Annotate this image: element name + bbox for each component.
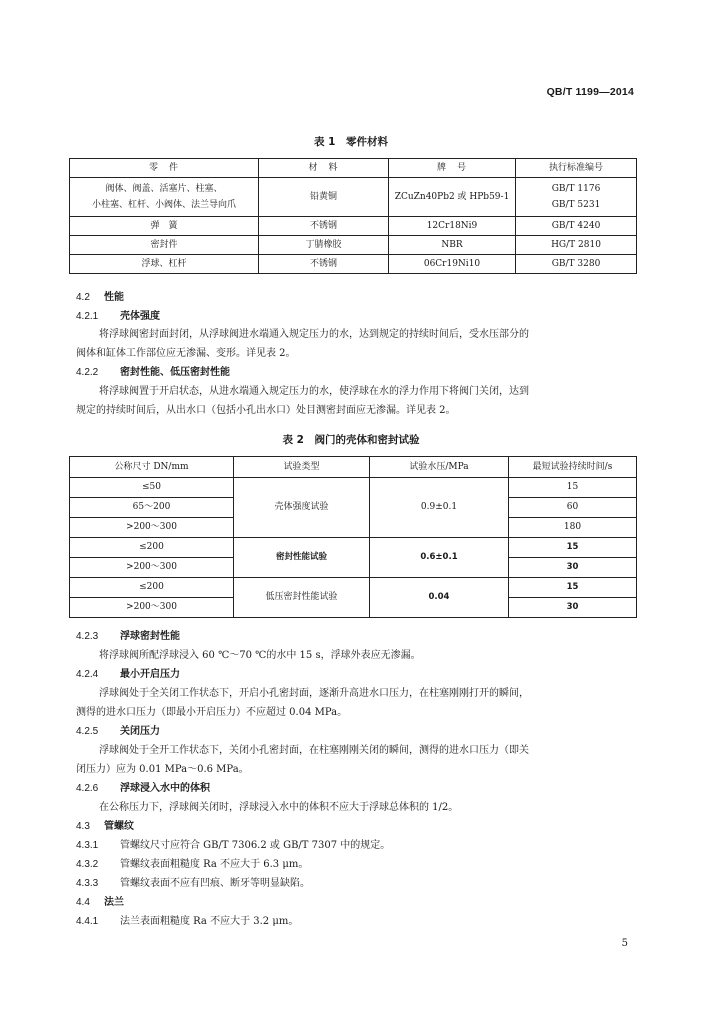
table2-cell-duration: 15 bbox=[509, 538, 637, 558]
table2-cell-duration: 30 bbox=[509, 598, 637, 618]
table2-header-duration: 最短试验持续时间/s bbox=[509, 457, 637, 478]
table-row bbox=[70, 236, 637, 255]
table1-cell-grade: 12Cr18Ni9 bbox=[389, 217, 516, 236]
table2-header-dn: 公称尺寸 DN/mm bbox=[70, 457, 234, 478]
section-4-2-6-heading bbox=[76, 783, 210, 795]
table2-cell-duration: 30 bbox=[509, 558, 637, 578]
section-title: 性能 bbox=[104, 292, 124, 303]
table2-cell-dn: ≤200 bbox=[70, 578, 234, 598]
section-4-3-1-item bbox=[76, 840, 390, 852]
section-4-2-1-heading bbox=[76, 311, 160, 323]
section-4-2-5-heading bbox=[76, 726, 160, 738]
section-number: 4.3.3 bbox=[76, 878, 99, 889]
section-4-3-2-item bbox=[76, 859, 308, 871]
table2-title: 表 2 阀门的壳体和密封试验 bbox=[282, 434, 420, 446]
table1-cell-part-line1: 阀体、阀盖、活塞片、柱塞、 bbox=[105, 183, 223, 194]
section-number: 4.3 bbox=[76, 821, 90, 832]
paragraph-line: 测得的进水口压力（即最小开启压力）不应超过 0.04 MPa。 bbox=[76, 707, 348, 718]
section-4-2-3-heading bbox=[76, 631, 180, 643]
table2-cell-duration: 60 bbox=[509, 498, 637, 518]
section-text: 管螺纹表面粗糙度 Ra 不应大于 6.3 μm。 bbox=[120, 859, 309, 870]
section-4-2-heading bbox=[76, 292, 124, 304]
table1-cell-part: 弹 簧 bbox=[70, 217, 259, 236]
table2-cell-dn: >200～300 bbox=[70, 558, 234, 578]
section-title: 管螺纹 bbox=[104, 821, 134, 832]
section-4-2-4-heading bbox=[76, 669, 180, 681]
table2-header-row bbox=[70, 457, 637, 478]
table1-cell-grade: NBR bbox=[389, 236, 516, 255]
section-title: 关闭压力 bbox=[120, 726, 160, 737]
section-number: 4.3.1 bbox=[76, 840, 99, 851]
table1-cell-material: 不锈钢 bbox=[259, 255, 389, 274]
table1-cell-part: 密封件 bbox=[70, 236, 259, 255]
table1-cell-standard: GB/T 3280 bbox=[516, 255, 637, 274]
table1-header-grade: 牌 号 bbox=[389, 159, 516, 178]
paragraph-line: 在公称压力下，浮球阀关闭时，浮球浸入水中的体积不应大于浮球总体积的 1/2。 bbox=[99, 802, 459, 813]
table1-cell-standard: GB/T 4240 bbox=[516, 217, 637, 236]
table1-cell-standard bbox=[516, 178, 637, 217]
section-number: 4.2.3 bbox=[76, 631, 99, 642]
table-row bbox=[70, 178, 637, 217]
section-number: 4.2.6 bbox=[76, 783, 99, 794]
table2-cell-duration: 15 bbox=[509, 578, 637, 598]
section-text: 管螺纹尺寸应符合 GB/T 7306.2 或 GB/T 7307 中的规定。 bbox=[120, 840, 391, 851]
table2-cell-pressure: 0.04 bbox=[370, 578, 509, 618]
paragraph-line: 将浮球阀置于开启状态，从进水端通入规定压力的水，使浮球在水的浮力作用下将阀门关闭，达到 bbox=[99, 386, 529, 397]
paragraph-line: 将浮球阀密封面封闭，从浮球阀进水端通入规定压力的水，达到规定的持续时间后，受水压部分的 bbox=[99, 329, 529, 340]
paragraph-line: 浮球阀处于全关闭工作状态下，开启小孔密封面，逐渐升高进水口压力，在柱塞刚刚打开的瞬间， bbox=[99, 688, 529, 699]
section-number: 4.2.1 bbox=[76, 311, 99, 322]
paragraph-line: 闭压力）应为 0.01 MPa～0.6 MPa。 bbox=[76, 764, 249, 775]
table1-cell-part: 浮球、杠杆 bbox=[70, 255, 259, 274]
table1-cell-part bbox=[70, 178, 259, 217]
table1-cell-standard-line2: GB/T 5231 bbox=[551, 200, 601, 210]
table2-cell-dn: 65～200 bbox=[70, 498, 234, 518]
section-4-3-heading bbox=[76, 821, 134, 833]
section-title: 壳体强度 bbox=[120, 311, 160, 322]
table2-cell-dn: ≤200 bbox=[70, 538, 234, 558]
table2-header-pressure: 试验水压/MPa bbox=[370, 457, 509, 478]
section-4-3-3-item bbox=[76, 878, 310, 890]
table2-cell-pressure: 0.6±0.1 bbox=[370, 538, 509, 578]
table2-cell-dn: >200～300 bbox=[70, 598, 234, 618]
table2-cell-dn: ≤50 bbox=[70, 478, 234, 498]
table1-cell-material: 不锈钢 bbox=[259, 217, 389, 236]
table2-cell-dn: >200～300 bbox=[70, 518, 234, 538]
table2-cell-pressure: 0.9±0.1 bbox=[370, 478, 509, 538]
section-number: 4.3.2 bbox=[76, 859, 99, 870]
paragraph-line: 浮球阀处于全开工作状态下，关闭小孔密封面，在柱塞刚刚关闭的瞬间，测得的进水口压力（即关 bbox=[99, 745, 529, 756]
table2-cell-duration: 180 bbox=[509, 518, 637, 538]
section-number: 4.2.4 bbox=[76, 669, 99, 680]
section-number: 4.2.5 bbox=[76, 726, 99, 737]
section-4-4-heading bbox=[76, 897, 124, 909]
table1-part-materials bbox=[69, 158, 637, 274]
table1-cell-material: 丁腈橡胶 bbox=[259, 236, 389, 255]
table-row bbox=[70, 538, 637, 558]
page-number: 5 bbox=[621, 938, 628, 949]
section-number: 4.4.1 bbox=[76, 916, 99, 927]
table1-header-row bbox=[70, 159, 637, 178]
section-number: 4.2.2 bbox=[76, 367, 99, 378]
section-4-4-1-item bbox=[76, 916, 298, 928]
table1-cell-grade: ZCuZn40Pb2 或 HPb59-1 bbox=[389, 178, 516, 217]
table2-cell-type: 低压密封性能试验 bbox=[234, 578, 370, 618]
section-text: 管螺纹表面不应有凹痕、断牙等明显缺陷。 bbox=[120, 878, 310, 889]
table1-header-standard: 执行标准编号 bbox=[516, 159, 637, 178]
table-row bbox=[70, 255, 637, 274]
section-title: 最小开启压力 bbox=[120, 669, 180, 680]
table2-cell-type: 密封性能试验 bbox=[234, 538, 370, 578]
section-title: 法兰 bbox=[104, 897, 124, 908]
table2-cell-duration: 15 bbox=[509, 478, 637, 498]
table-row bbox=[70, 578, 637, 598]
paragraph-line: 阀体和缸体工作部位应无渗漏、变形。详见表 2。 bbox=[76, 348, 296, 359]
paragraph-line: 规定的持续时间后，从出水口（包括小孔出水口）处目测密封面应无渗漏。详见表 2。 bbox=[76, 405, 456, 416]
section-text: 法兰表面粗糙度 Ra 不应大于 3.2 μm。 bbox=[120, 916, 299, 927]
table2-cell-type: 壳体强度试验 bbox=[234, 478, 370, 538]
table2-header-type: 试验类型 bbox=[234, 457, 370, 478]
table-row bbox=[70, 478, 637, 498]
table1-header-material: 材 料 bbox=[259, 159, 389, 178]
table1-cell-grade: 06Cr19Ni10 bbox=[389, 255, 516, 274]
table1-cell-part-line2: 小柱塞、杠杆、小阀体、法兰导向爪 bbox=[91, 200, 236, 210]
section-4-2-2-heading bbox=[76, 367, 230, 379]
section-title: 浮球密封性能 bbox=[120, 631, 180, 642]
section-number: 4.4 bbox=[76, 897, 90, 908]
standard-code: QB/T 1199—2014 bbox=[546, 86, 634, 98]
section-title: 密封性能、低压密封性能 bbox=[120, 367, 230, 378]
section-number: 4.2 bbox=[76, 292, 90, 303]
table-row bbox=[70, 217, 637, 236]
table2-shell-seal-tests bbox=[69, 456, 637, 618]
table1-cell-standard-line1: GB/T 1176 bbox=[551, 183, 601, 194]
table1-cell-standard: HG/T 2810 bbox=[516, 236, 637, 255]
table1-header-part: 零 件 bbox=[70, 159, 259, 178]
paragraph-line: 将浮球阀所配浮球浸入 60 ℃～70 ℃的水中 15 s，浮球外表应无渗漏。 bbox=[99, 650, 421, 661]
table1-title: 表 1 零件材料 bbox=[314, 136, 388, 148]
table1-cell-material: 铅黄铜 bbox=[259, 178, 389, 217]
section-title: 浮球浸入水中的体积 bbox=[120, 783, 210, 794]
